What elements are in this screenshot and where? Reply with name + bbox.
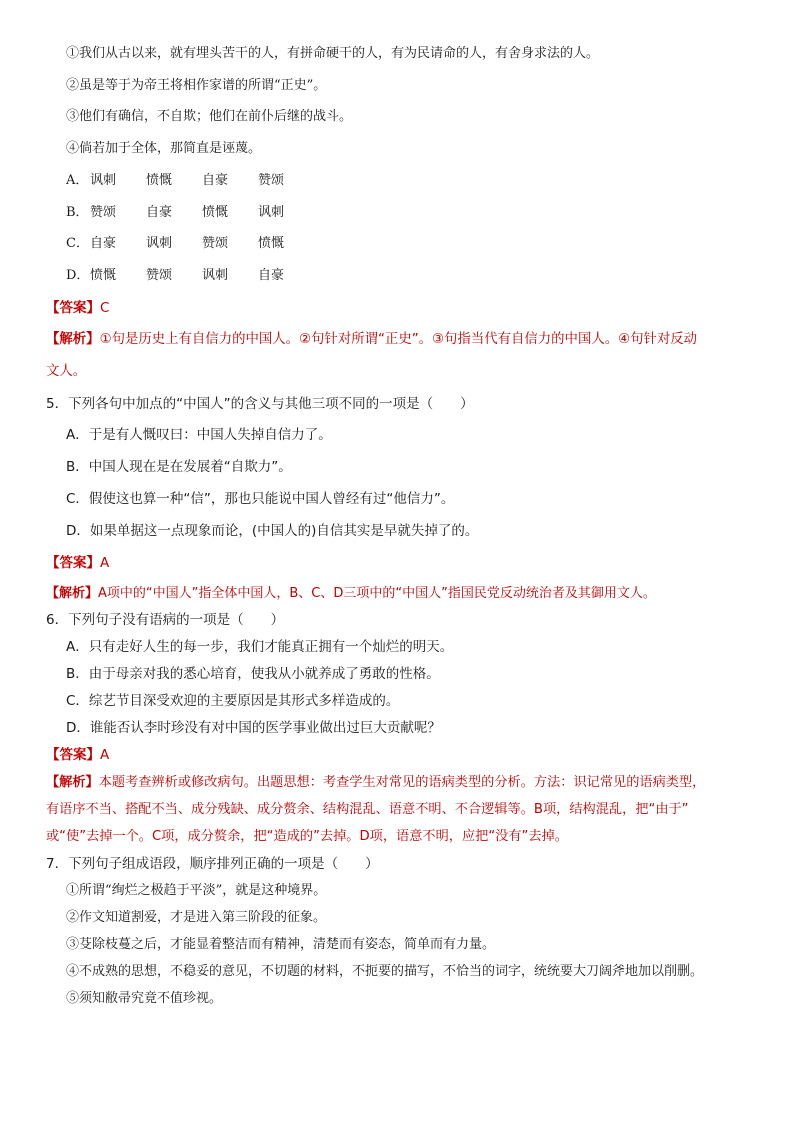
q4-option-d bbox=[66, 266, 314, 286]
q4-option-word: 自豪 bbox=[202, 173, 229, 188]
analysis-tag: 【解析】 bbox=[46, 332, 100, 347]
q4-option-word: 赞颂 bbox=[258, 173, 285, 188]
q6-option-a: A．只有走好人生的每一步，我们才能真正拥有一个灿烂的明天。 bbox=[66, 639, 454, 655]
q7-stem: 7．下列句子组成语段，顺序排列正确的一项是（ ） bbox=[46, 856, 379, 872]
answer-tag: 【答案】 bbox=[46, 300, 100, 316]
q4-sentence-3: ③他们有确信，不自欺；他们在前仆后继的战斗。 bbox=[66, 109, 353, 124]
q6-analysis-line-3: 或“使”去掉一个。C项，成分赘余，把“造成的”去掉。D项，语意不明，应把“没有”去掉。 bbox=[46, 829, 568, 844]
q4-option-word: 赞颂 bbox=[90, 205, 117, 220]
q4-option-word: 赞颂 bbox=[146, 268, 173, 283]
q7-sentence-3: ③芟除枝蔓之后，才能显着整洁而有精神，清楚而有姿态，简单而有力量。 bbox=[66, 937, 496, 952]
q7-sentence-1: ①所谓“绚烂之极趋于平淡”，就是这种境界。 bbox=[66, 883, 327, 898]
q5-answer bbox=[46, 553, 109, 573]
q6-analysis-line-1 bbox=[46, 773, 705, 793]
answer-value: A bbox=[100, 747, 110, 763]
q5-option-c: C．假使这也算一种“信”，那也只能说中国人曾经有过“他信力”。 bbox=[66, 491, 455, 507]
q4-option-word: 讽刺 bbox=[258, 205, 285, 220]
q4-option-word: 自豪 bbox=[146, 205, 173, 220]
q4-option-word: 讽刺 bbox=[90, 173, 117, 188]
q7-sentence-5: ⑤须知敝帚究竟不值珍视。 bbox=[66, 991, 223, 1006]
q6-stem: 6．下列句子没有语病的一项是（ ） bbox=[46, 612, 285, 628]
q4-option-word: 自豪 bbox=[258, 268, 285, 283]
analysis-tag: 【解析】 bbox=[46, 586, 99, 601]
q4-answer bbox=[46, 298, 109, 318]
q6-analysis-line-2: 有语序不当、搭配不当、成分残缺、成分赘余、结构混乱、语意不明、不合逻辑等。B项，结构混乱，把“由于” bbox=[46, 802, 689, 817]
q4-option-letter: A． bbox=[66, 173, 89, 188]
analysis-text: ①句是历史上有自信力的中国人。②句针对所谓“正史”。③句指当代有自信力的中国人。④句针对反动 bbox=[99, 332, 698, 347]
q5-stem: 5．下列各句中加点的“中国人”的含义与其他三项不同的一项是（ ） bbox=[46, 396, 474, 412]
analysis-text: A项中的“中国人”指全体中国人，B、C、D三项中的“中国人”指国民党反动统治者及其御用文人。 bbox=[98, 586, 656, 601]
answer-value: C bbox=[100, 300, 110, 316]
answer-value: A bbox=[100, 555, 110, 571]
q4-option-word: 讽刺 bbox=[146, 236, 173, 251]
q4-option-c bbox=[66, 234, 314, 254]
q4-option-letter: D． bbox=[66, 268, 90, 283]
q4-option-word: 愤慨 bbox=[90, 268, 117, 283]
q5-analysis bbox=[46, 584, 656, 604]
q4-analysis-line-1 bbox=[46, 330, 697, 350]
q6-option-b: B．由于母亲对我的悉心培育，使我从小就养成了勇敢的性格。 bbox=[66, 666, 440, 682]
q4-option-letter: C． bbox=[66, 236, 89, 251]
q4-option-word: 愤慨 bbox=[258, 236, 285, 251]
q7-sentence-2: ②作文知道割爱，才是进入第三阶段的征象。 bbox=[66, 910, 327, 925]
analysis-text: 本题考查辨析或修改病句。出题思想：考查学生对常见的语病类型的分析。方法：识记常见的语病类型， bbox=[98, 775, 706, 790]
q6-option-d: D．谁能否认李时珍没有对中国的医学事业做出过巨大贡献呢？ bbox=[66, 720, 441, 736]
q4-option-word: 赞颂 bbox=[202, 236, 229, 251]
q4-sentence-4: ④倘若加于全体，那简直是诬蔑。 bbox=[66, 141, 262, 156]
answer-tag: 【答案】 bbox=[46, 555, 100, 571]
q4-option-a bbox=[66, 171, 314, 191]
q4-option-letter: B． bbox=[66, 205, 89, 220]
q6-option-c: C．综艺节目深受欢迎的主要原因是其形式多样造成的。 bbox=[66, 693, 400, 709]
answer-tag: 【答案】 bbox=[46, 747, 100, 763]
q4-option-word: 愤慨 bbox=[146, 173, 173, 188]
q5-option-d: D．如果单据这一点现象而论，(中国人的)自信其实是早就失掉了的。 bbox=[66, 523, 479, 539]
q5-option-a: A．于是有人慨叹曰：中国人失掉自信力了。 bbox=[66, 427, 332, 443]
q6-answer bbox=[46, 745, 109, 765]
q4-sentence-1: ①我们从古以来，就有埋头苦干的人，有拼命硬干的人，有为民请命的人，有舍身求法的人。 bbox=[66, 46, 600, 61]
analysis-tag: 【解析】 bbox=[46, 775, 99, 790]
q7-sentence-4: ④不成熟的思想，不稳妥的意见，不切题的材料，不扼要的描写，不恰当的词字，统统要大刀阔斧地加以削删。 bbox=[66, 964, 704, 979]
q4-sentence-2: ②虽是等于为帝王将相作家谱的所谓“正史”。 bbox=[66, 78, 327, 93]
q4-option-b bbox=[66, 203, 314, 223]
q4-option-word: 愤慨 bbox=[202, 205, 229, 220]
q4-analysis-line-2: 文人。 bbox=[46, 364, 87, 379]
q4-option-word: 讽刺 bbox=[202, 268, 229, 283]
q4-option-word: 自豪 bbox=[90, 236, 117, 251]
q5-option-b: B．中国人现在是在发展着“自欺力”。 bbox=[66, 459, 292, 475]
